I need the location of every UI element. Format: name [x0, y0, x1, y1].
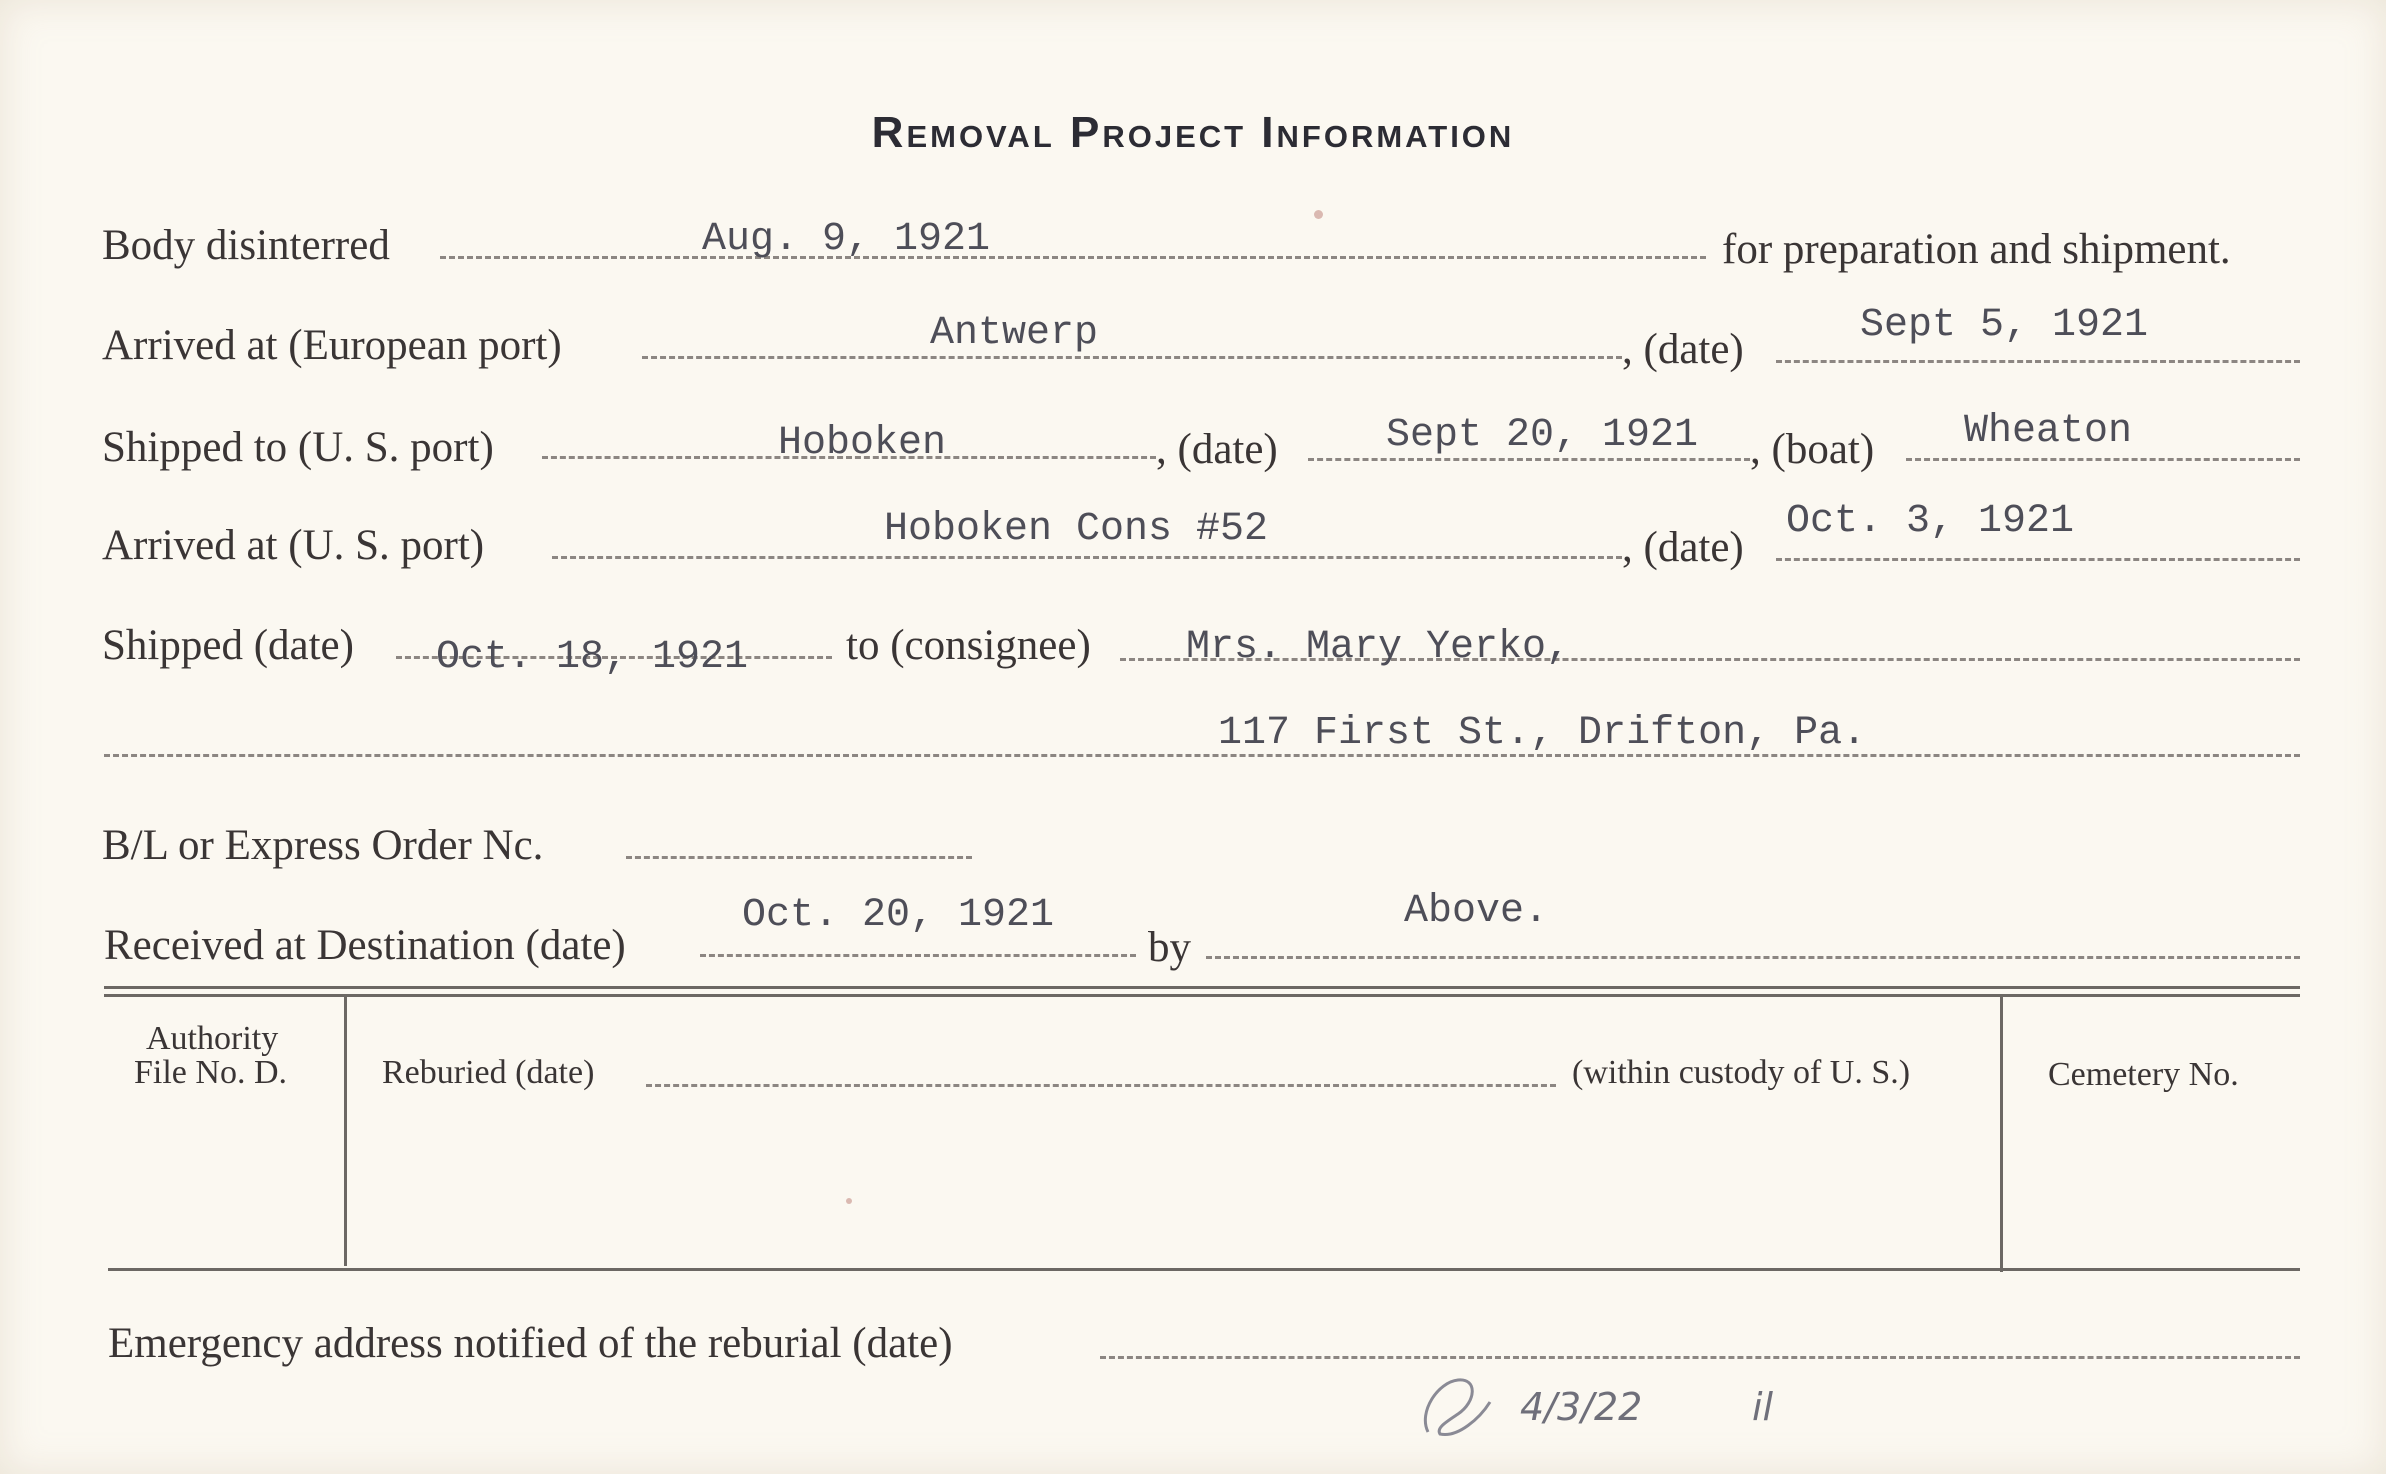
line-received-by: [1206, 956, 2300, 959]
form-title: Removal Project Information: [871, 108, 1515, 157]
line-received-date: [700, 954, 1136, 957]
label-boat: , (boat): [1750, 426, 1875, 473]
value-us-arrival-date: Oct. 3, 1921: [1786, 499, 2075, 544]
box-divider-left: [344, 994, 347, 1266]
handwritten-scribble: [1418, 1372, 1498, 1442]
label-cemetery-no: Cemetery No.: [2048, 1056, 2239, 1093]
value-disinterred-date: Aug. 9, 1921: [702, 217, 991, 262]
line-reburied: [646, 1084, 1556, 1087]
line-emergency: [1100, 1356, 2300, 1359]
value-european-arrival-date: Sept 5, 1921: [1860, 303, 2149, 348]
line-boat: [1906, 458, 2300, 461]
line-european-port: [642, 356, 1622, 359]
value-received-date: Oct. 20, 1921: [742, 893, 1055, 938]
value-us-ship-date: Sept 20, 1921: [1386, 413, 1699, 458]
label-emergency: Emergency address notified of the reburial (date): [108, 1320, 953, 1367]
label-bl-express: B/L or Express Order Nc.: [102, 822, 544, 869]
value-consignee-address: 117 First St., Drifton, Pa.: [1218, 711, 1867, 756]
line-disinterred: [440, 256, 1706, 259]
line-us-arrival-date: [1776, 558, 2300, 561]
value-received-by: Above.: [1404, 889, 1549, 934]
label-authority-2: File No. D.: [134, 1054, 287, 1091]
value-us-port-shipped: Hoboken: [778, 421, 947, 466]
label-authority-1: Authority: [146, 1020, 279, 1057]
value-consignee-name: Mrs. Mary Yerko,: [1186, 625, 1571, 670]
line-bl-express: [626, 856, 972, 859]
label-arrived-european: Arrived at (European port): [102, 322, 562, 369]
value-boat: Wheaton: [1964, 409, 2133, 454]
line-european-date: [1776, 360, 2300, 363]
label-date-2: , (date): [1156, 426, 1278, 473]
box-bottom-rule: [108, 1268, 2300, 1271]
label-for-preparation: for preparation and shipment.: [1722, 226, 2231, 273]
label-date-3: , (date): [1622, 524, 1744, 571]
value-shipped-date: Oct. 18, 1921: [436, 635, 749, 680]
value-initials: il: [1752, 1385, 1774, 1429]
label-shipped-to-us: Shipped to (U. S. port): [102, 424, 494, 471]
line-us-ship-date: [1308, 458, 1750, 461]
value-european-port: Antwerp: [930, 311, 1099, 356]
line-us-port-arrived: [552, 556, 1622, 559]
label-body-disinterred: Body disinterred: [102, 222, 390, 269]
line-consignee-address: [104, 754, 2300, 757]
label-date-1: , (date): [1622, 326, 1744, 373]
box-top-rule-2: [104, 994, 2300, 997]
label-arrived-us: Arrived at (U. S. port): [102, 522, 485, 569]
label-by: by: [1148, 924, 1191, 971]
value-us-port-arrived: Hoboken Cons #52: [884, 507, 1269, 552]
box-top-rule-1: [104, 986, 2300, 989]
paper-spot: [846, 1198, 852, 1204]
paper-spot: [1314, 210, 1323, 219]
value-emergency-date: 4/3/22: [1520, 1385, 1643, 1429]
label-to-consignee: to (consignee): [846, 622, 1091, 669]
box-divider-right: [2000, 994, 2003, 1272]
label-shipped-date: Shipped (date): [102, 622, 354, 669]
label-received-destination: Received at Destination (date): [104, 922, 626, 969]
label-reburied: Reburied (date): [382, 1054, 595, 1091]
label-within-custody: (within custody of U. S.): [1572, 1054, 1911, 1091]
